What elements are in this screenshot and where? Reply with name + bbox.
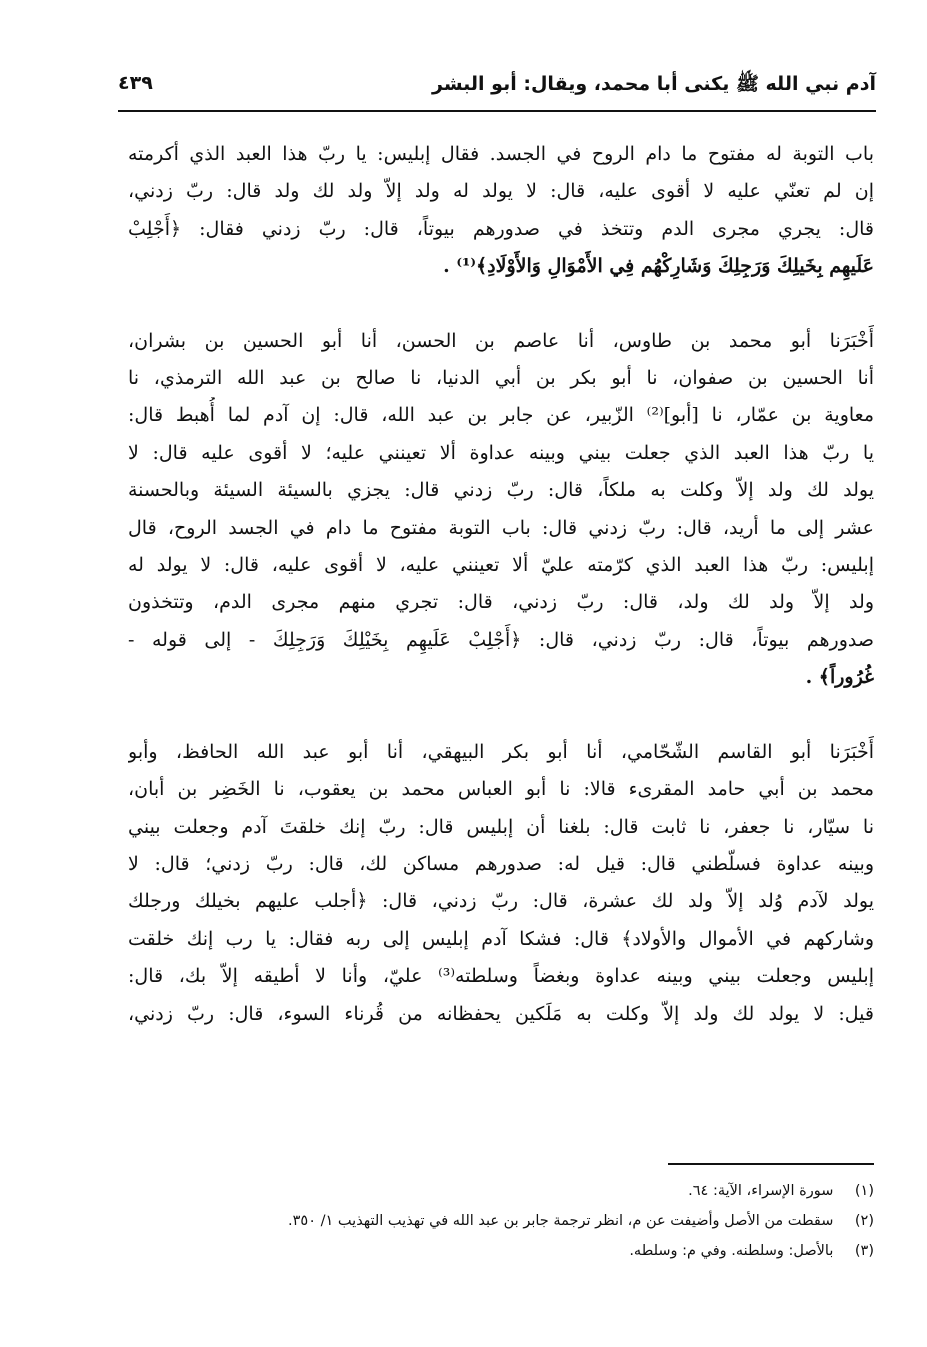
text-line: قيل: لا يولد لك ولد إلاّ وكلت به مَلَكين يحفظانه من قُرناء السوء، قال: ربّ زدني،: [128, 1002, 874, 1025]
header-rule: [118, 110, 876, 112]
text-line: إبليس: ربّ هذا العبد الذي كرّمته عليّ ألا تعينني عليه، لا أقوى عليه، قال: لا يولد له: [128, 554, 874, 577]
footnote-text: سورة الإسراء، الآية: ٦٤.: [688, 1183, 834, 1199]
text-line: وشاركهم في الأموال والأولاد﴾ قال: فشكا آدم إبليس إلى ربه فقال: يا رب إنك خلقت: [128, 927, 874, 950]
footnote-1: [128, 1176, 874, 1206]
page-number: ٤٣٩: [118, 72, 153, 94]
paragraph-gap: [128, 697, 874, 734]
footnote-3: [128, 1236, 874, 1266]
footnote-2: [128, 1206, 874, 1236]
running-title: آدم نبي الله ﷺ يكنى أبا محمد، ويقال: أبو البشر: [432, 73, 876, 95]
isnad-line: أَخْبَرَنا أبو محمد بن طاوس، أنا عاصم بن الحسن، أنا أبو الحسين بن بشران،: [128, 329, 874, 352]
footnote-text: سقطت من الأصل وأضيفت عن م، انظر ترجمة جابر بن عبد الله في تهذيب التهذيب ١/ ٣٥٠.: [288, 1213, 834, 1229]
paragraph-gap: [128, 286, 874, 323]
body-text: [128, 136, 874, 1033]
text-line: إن لم تعنّي عليه لا أقوى عليه، قال: لا يولد له ولد إلاّ ولد لك ولد قال: ربّ زدني،: [128, 180, 874, 203]
paragraph-1: [128, 136, 874, 286]
text-line: يولد لك ولد إلاّ وكلت به ملكاً، قال: ربّ زدني قال: يجزي بالسيئة السيئة وبالحسنة: [128, 479, 874, 502]
text-line: نا سيّار، نا جعفر، نا ثابت قال: بلغنا أن إبليس قال: ربّ إنك خلقتَ آدم وجعلت بيني: [128, 815, 874, 838]
isnad-line: أَخْبَرَنا أبو القاسم الشّحّامي، أنا أبو بكر البيهقي، أنا أبو عبد الله الحافظ، وأبو: [128, 740, 874, 763]
footnote-number: (١): [854, 1183, 874, 1199]
footnote-rule: [668, 1163, 874, 1165]
text-line: أنا الحسين بن صفوان، نا أبو بكر بن أبي الدنيا، نا صالح بن عبد الله الترمذي، نا: [128, 367, 874, 390]
text-line: صدورهم بيوتاً، قال: ربّ زدني، قال: ﴿أَجْلِبْ عَلَيهِم بِخَيْلِكَ وَرَجِلِكَ - إلى قوله -: [128, 628, 874, 651]
quran-verse-line: غُرُوراً﴾ .: [805, 666, 874, 689]
page-header: [118, 70, 876, 104]
footnotes: [128, 1176, 874, 1266]
paragraph-2: [128, 323, 874, 697]
text-line: باب التوبة له مفتوح ما دام الروح في الجسد. فقال إبليس: يا ربّ هذا العبد الذي أكرمته: [128, 143, 874, 165]
footnote-text: بالأصل: وسلطنه. وفي م: وسلطه.: [629, 1243, 834, 1259]
quran-verse-line: عَلَيهِم بِخَيلِكَ وَرَجِلِكَ وَشَارِكْهُم فِي الأَمْوَالِ وَالأَوْلَادِ﴾⁽¹⁾ .: [443, 255, 874, 278]
footnote-number: (٢): [854, 1213, 874, 1229]
text-line: إبليس وجعلت بيني وبينه عداوة وبغضاً وسلطته⁽³⁾ عليّ، وأنا لا أطيقه إلاّ بك، قال:: [128, 965, 874, 988]
text-line: يا ربّ هذا العبد الذي جعلت بيني وبينه عداوة ألا تعينني عليه؛ لا أقوى عليه قال: لا: [128, 441, 874, 464]
text-line: يولد لآدم وُلد إلاّ ولد لك عشرة، قال: ربّ زدني، قال: ﴿أجلب عليهم بخيلك ورجلك: [128, 890, 874, 913]
paragraph-3: [128, 734, 874, 1033]
text-line: معاوية بن عمّار، نا [أبو]⁽²⁾ الزّبير، عن جابر بن عبد الله، قال: إن آدم لما أُهبط قال:: [128, 404, 874, 427]
footnote-number: (٣): [854, 1243, 874, 1259]
text-line: عشر إلى ما أريد، قال: ربّ زدني قال: باب التوبة مفتوح ما دام في الجسد الروح، قال: [128, 516, 874, 539]
text-line: وبينه عداوة فسلّطني قال: قيل له: صدورهم مساكن لك، قال: ربّ زدني؛ قال: لا: [128, 852, 874, 875]
text-line: محمد بن أبي حامد المقرىء قالا: نا أبو العباس محمد بن يعقوب، نا الخَضِر بن أبان،: [128, 778, 874, 801]
text-line: ولد إلاّ ولد لك ولد، قال: ربّ زدني، قال: تجري منهم مجرى الدم، وتتخذون: [128, 591, 874, 614]
text-line: قال: يجري مجرى الدم وتتخذ في صدورهم بيوتاً، قال: ربّ زدني فقال: ﴿أَجْلِبْ: [128, 217, 874, 240]
